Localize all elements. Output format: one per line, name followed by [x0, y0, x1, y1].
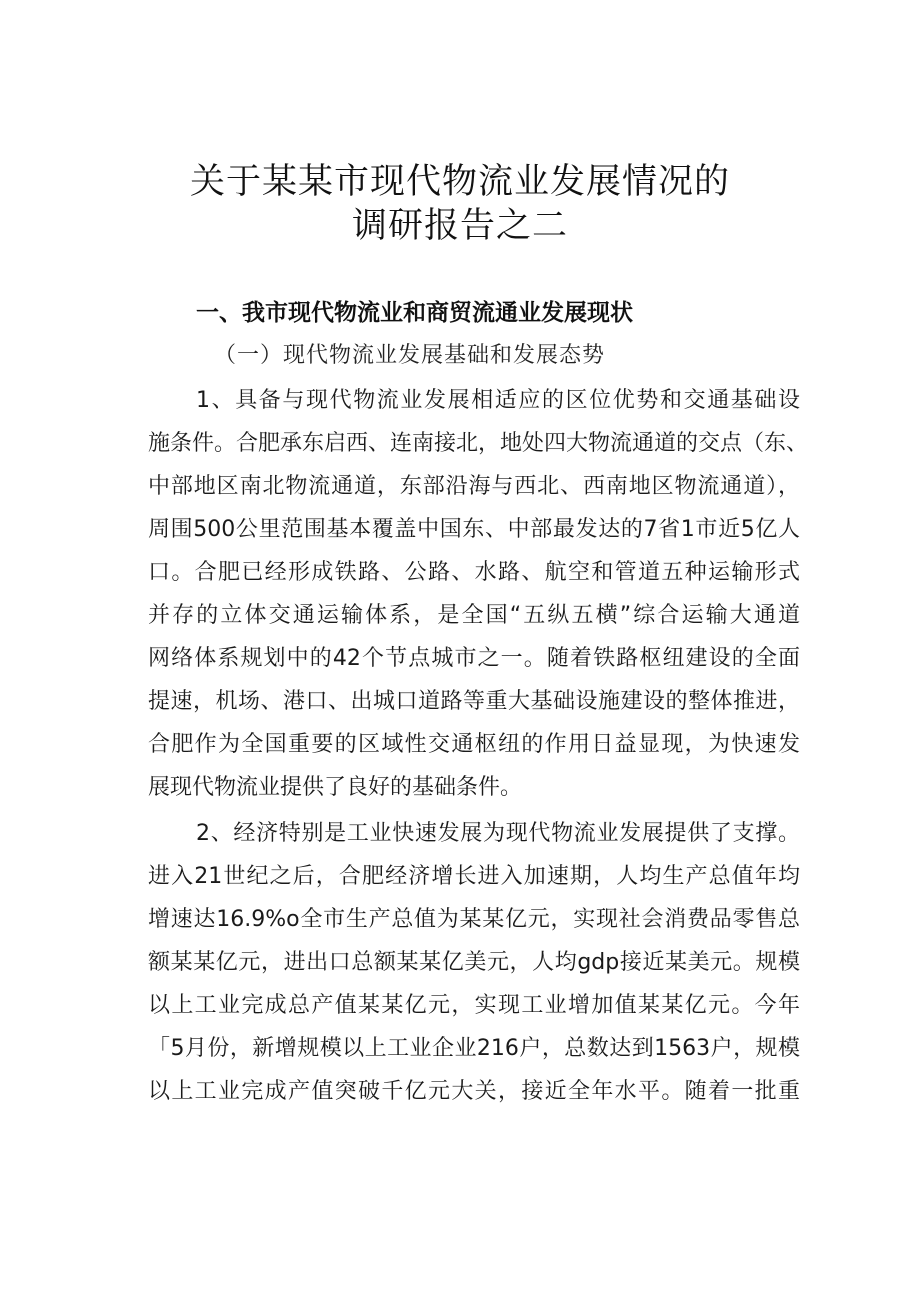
- paragraph-1-line: 1、具备与现代物流业发展相适应的区位优势和交通基础设: [196, 388, 800, 413]
- subsection-heading: （一）现代物流业发展基础和发展态势: [214, 343, 606, 368]
- paragraph-2-line: 额某某亿元，进出口总额某某亿美元，人均gdp接近某美元。规模: [148, 950, 800, 975]
- paragraph-2-line: 增速达16.9%o全市生产总值为某某亿元，实现社会消费品零售总: [148, 907, 800, 932]
- title-line-2: 调研报告之二: [351, 206, 568, 246]
- paragraph-1-line: 合肥作为全国重要的区域性交通枢纽的作用日益显现，为快速发: [148, 732, 800, 757]
- paragraph-1-line: 展现代物流业提供了良好的基础条件。: [148, 775, 523, 800]
- section-heading: 一、我市现代物流业和商贸流通业发展现状: [196, 300, 633, 326]
- paragraph-1-line: 并存的立体交通运输体系，是全国“五纵五横”综合运输大通道: [148, 603, 800, 628]
- title-line-1: 关于某某市现代物流业发展情况的: [189, 162, 730, 202]
- paragraph-1-line: 提速，机场、港口、出城口道路等重大基础设施建设的整体推进，: [148, 689, 800, 714]
- paragraph-1-line: 中部地区南北物流通道，东部沿海与西北、西南地区物流通道），: [148, 474, 800, 499]
- paragraph-2-line: 以上工业完成总产值某某亿元，实现工业增加值某某亿元。今年: [148, 993, 800, 1018]
- paragraph-2-line: 2、经济特别是工业快速发展为现代物流业发展提供了支撑。: [196, 821, 800, 846]
- paragraph-1-line: 口。合肥已经形成铁路、公路、水路、航空和管道五种运输形式: [148, 560, 800, 585]
- paragraph-2-line: 「5月份，新增规模以上工业企业216户，总数达到1563户，规模: [148, 1036, 800, 1061]
- paragraph-2-line: 进入21世纪之后，合肥经济增长进入加速期，人均生产总值年均: [148, 864, 800, 889]
- paragraph-2-line: 以上工业完成产值突破千亿元大关，接近全年水平。随着一批重: [148, 1079, 800, 1104]
- paragraph-1-line: 网络体系规划中的42个节点城市之一。随着铁路枢纽建设的全面: [148, 646, 800, 671]
- paragraph-1-line: 施条件。合肥承东启西、连南接北，地处四大物流通道的交点（东、: [148, 431, 809, 456]
- paragraph-1-line: 周围500公里范围基本覆盖中国东、中部最发达的7省1市近5亿人: [148, 517, 800, 542]
